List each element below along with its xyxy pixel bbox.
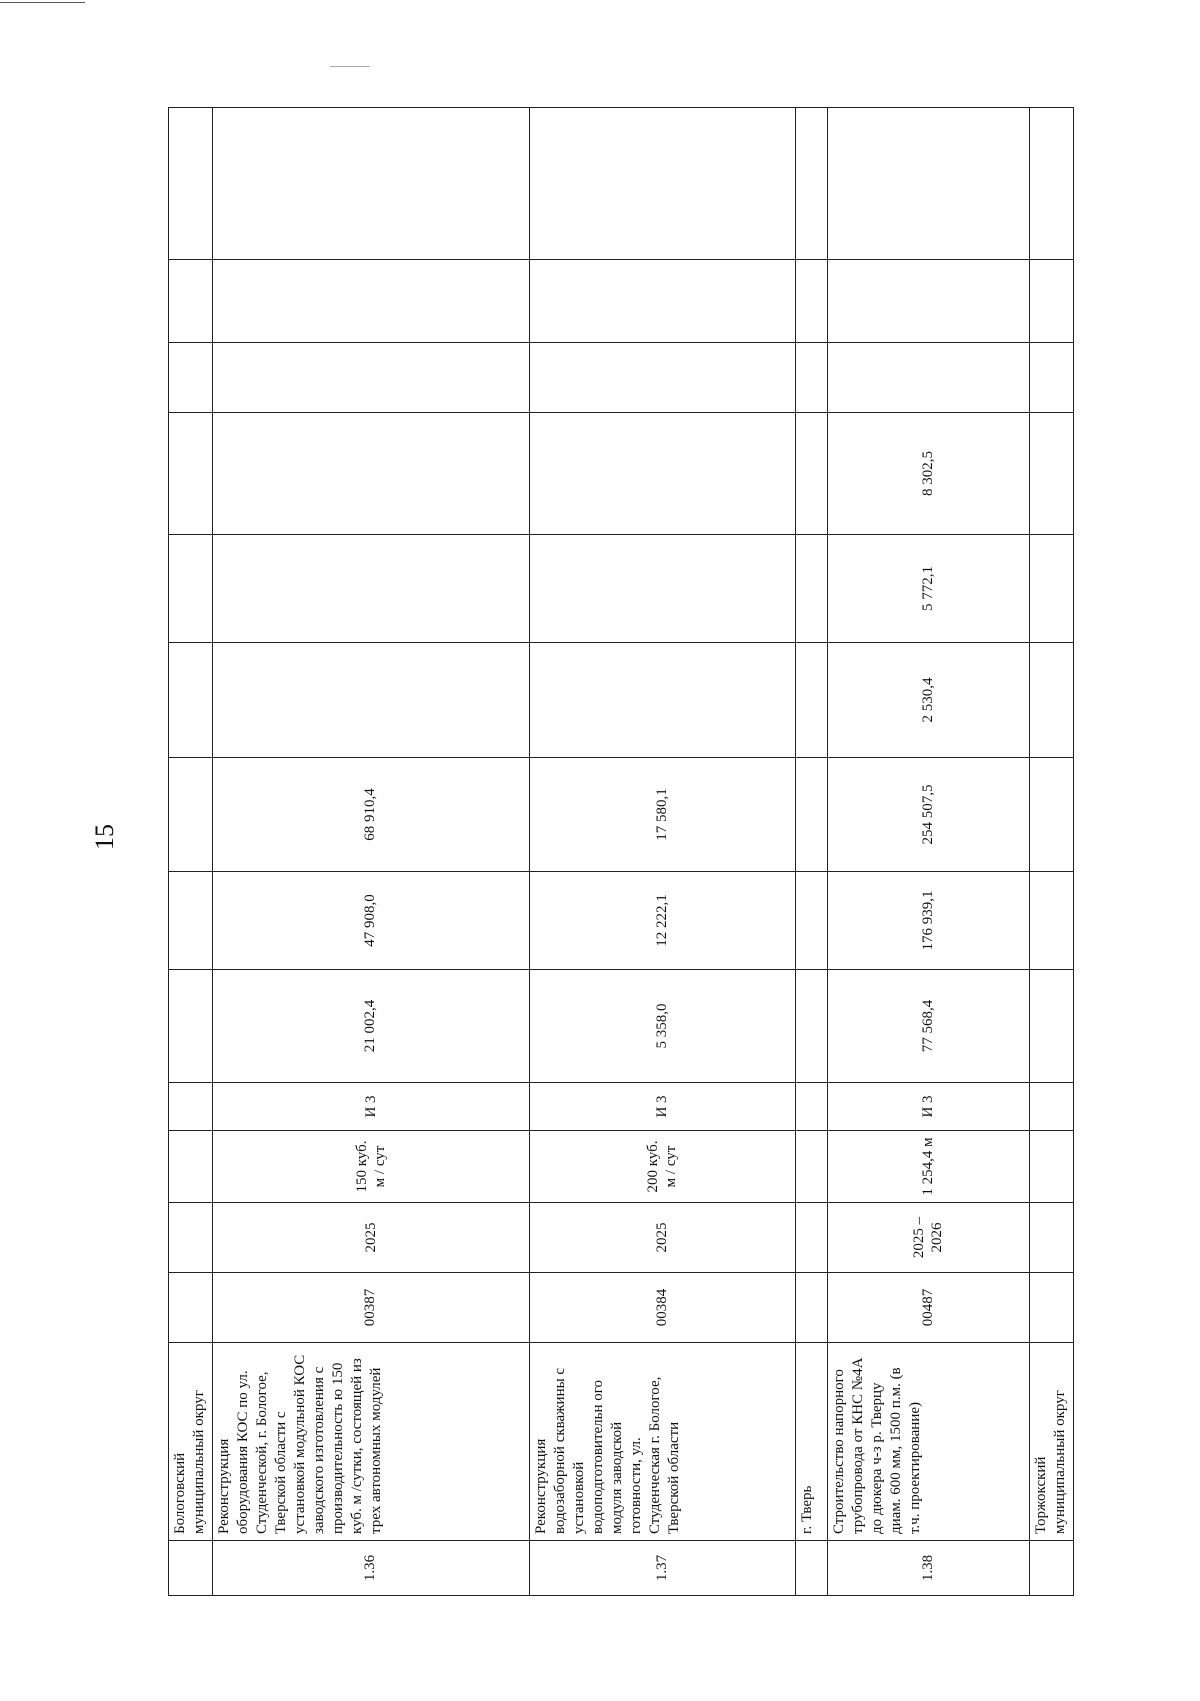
empty-cell (169, 1203, 213, 1273)
v7-cell (529, 343, 795, 413)
code-cell: 00384 (529, 1273, 795, 1343)
v3-cell: 17 580,1 (529, 758, 795, 872)
empty-cell (795, 1273, 827, 1343)
type-code-cell: И 3 (529, 1083, 795, 1131)
v6-cell (212, 413, 529, 535)
scan-edge-mark (330, 66, 370, 67)
v4-cell (212, 643, 529, 758)
project-name-cell: Реконструкция водозаборной скважины с установкой водоподготовительн ого модуля заводской готовности, ул. Студенческая г. Бологое, Тверской области (529, 1343, 795, 1541)
v5-cell (212, 535, 529, 643)
v5-cell (529, 535, 795, 643)
empty-cell (795, 413, 827, 535)
group-name-cell: Бологовский муниципальный округ (169, 1343, 213, 1541)
table-row (212, 108, 529, 1596)
period-cell: 2025 (212, 1203, 529, 1273)
group-row (795, 108, 827, 1596)
v8-cell (827, 260, 1029, 343)
v8-cell (529, 260, 795, 343)
period-cell: 2025 – 2026 (827, 1203, 1029, 1273)
page-number: 15 (90, 824, 119, 850)
group-row (169, 108, 213, 1596)
empty-cell (1030, 970, 1074, 1083)
v9-cell (212, 108, 529, 260)
empty-cell (1030, 1131, 1074, 1203)
group-name-cell: г. Тверь (795, 1343, 827, 1541)
table-row (827, 108, 1029, 1596)
v6-cell (529, 413, 795, 535)
v8-cell (212, 260, 529, 343)
group-name-cell: Торжокский муниципальный округ (1030, 1343, 1074, 1541)
empty-cell (169, 343, 213, 413)
table (168, 107, 1074, 1596)
empty-cell (169, 108, 213, 260)
table-row (529, 108, 795, 1596)
empty-cell (1030, 535, 1074, 643)
code-cell: 00387 (212, 1273, 529, 1343)
v1-cell: 5 358,0 (529, 970, 795, 1083)
empty-cell (1030, 1203, 1074, 1273)
row-number-cell: 1.38 (827, 1541, 1029, 1596)
empty-cell (1030, 260, 1074, 343)
empty-cell (795, 970, 827, 1083)
v5-cell: 5 772,1 (827, 535, 1029, 643)
v2-cell: 176 939,1 (827, 872, 1029, 970)
table-body (169, 108, 1074, 1596)
row-number-cell (169, 1541, 213, 1596)
empty-cell (795, 1203, 827, 1273)
empty-cell (795, 108, 827, 260)
code-cell: 00487 (827, 1273, 1029, 1343)
group-row (1030, 108, 1074, 1596)
v7-cell (827, 343, 1029, 413)
empty-cell (169, 535, 213, 643)
empty-cell (1030, 643, 1074, 758)
v1-cell: 21 002,4 (212, 970, 529, 1083)
empty-cell (169, 1083, 213, 1131)
empty-cell (169, 1131, 213, 1203)
v3-cell: 254 507,5 (827, 758, 1029, 872)
empty-cell (169, 758, 213, 872)
v4-cell: 2 530,4 (827, 643, 1029, 758)
empty-cell (1030, 343, 1074, 413)
empty-cell (169, 872, 213, 970)
v4-cell (529, 643, 795, 758)
project-name-cell: Реконструкция оборудования КОС по ул. Студенческой, г. Бологое, Тверской области с установкой модульной КОС заводского изготовления с производительность ю 150 куб. м /сутки, состоящей из трех автономных модулей (212, 1343, 529, 1541)
type-code-cell: И 3 (827, 1083, 1029, 1131)
row-number-cell: 1.36 (212, 1541, 529, 1596)
empty-cell (1030, 872, 1074, 970)
type-code-cell: И 3 (212, 1083, 529, 1131)
empty-cell (795, 535, 827, 643)
v2-cell: 12 222,1 (529, 872, 795, 970)
empty-cell (1030, 413, 1074, 535)
row-number-cell (1030, 1541, 1074, 1596)
period-cell: 2025 (529, 1203, 795, 1273)
empty-cell (169, 643, 213, 758)
empty-cell (169, 413, 213, 535)
row-number-cell (795, 1541, 827, 1596)
empty-cell (795, 1131, 827, 1203)
empty-cell (169, 260, 213, 343)
empty-cell (795, 643, 827, 758)
empty-cell (795, 1083, 827, 1131)
row-number-cell: 1.37 (529, 1541, 795, 1596)
project-name-cell: Строительство напорного трубопровода от КНС №4А до дюкера ч-з р. Тверцу диам. 600 мм, 1500 п.м. (в т.ч. проектирование) (827, 1343, 1029, 1541)
v2-cell: 47 908,0 (212, 872, 529, 970)
v7-cell (212, 343, 529, 413)
empty-cell (169, 1273, 213, 1343)
empty-cell (795, 260, 827, 343)
v1-cell: 77 568,4 (827, 970, 1029, 1083)
empty-cell (1030, 758, 1074, 872)
empty-cell (1030, 1273, 1074, 1343)
v9-cell (529, 108, 795, 260)
empty-cell (795, 758, 827, 872)
empty-cell (169, 970, 213, 1083)
v9-cell (827, 108, 1029, 260)
capacity-cell: 150 куб. м / сут (212, 1131, 529, 1203)
empty-cell (795, 343, 827, 413)
v6-cell: 8 302,5 (827, 413, 1029, 535)
investment-table (168, 108, 1074, 1596)
empty-cell (1030, 1083, 1074, 1131)
capacity-cell: 1 254,4 м (827, 1131, 1029, 1203)
empty-cell (795, 872, 827, 970)
scan-edge-mark (0, 2, 85, 3)
v3-cell: 68 910,4 (212, 758, 529, 872)
empty-cell (1030, 108, 1074, 260)
capacity-cell: 200 куб. м / сут (529, 1131, 795, 1203)
